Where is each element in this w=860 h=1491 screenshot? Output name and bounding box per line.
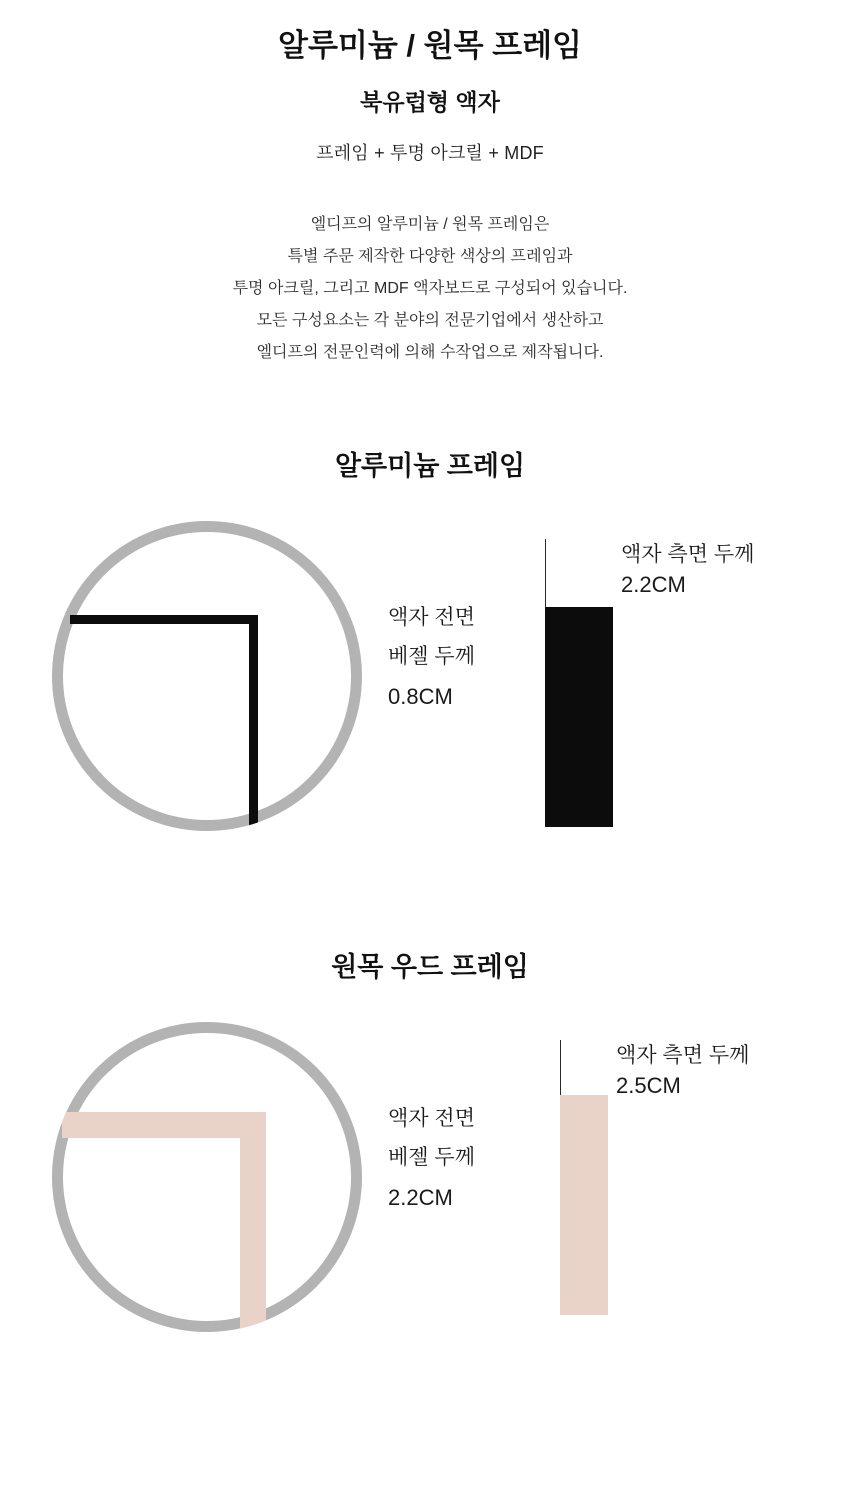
bezel-label-line-2: 베젤 두께	[388, 645, 475, 669]
side-label-text: 액자 측면 두께	[621, 543, 755, 567]
corner-clip	[52, 1022, 362, 1332]
diagram-wood	[0, 1022, 860, 1352]
frame-corner-illustration-wood	[52, 1022, 362, 1332]
bezel-thickness-value-aluminium: 0.8CM	[388, 683, 453, 709]
description-line-2: 특별 주문 제작한 다양한 색상의 프레임과	[287, 248, 573, 266]
frame-corner-horizontal-arm	[70, 615, 258, 624]
description-line-3: 투명 아크릴, 그리고 MDF 액자보드로 구성되어 있습니다.	[232, 280, 628, 298]
section-title-wood: 원목 우드 프레임	[331, 952, 529, 983]
header	[0, 0, 860, 165]
diagram-aluminium	[0, 521, 860, 851]
side-label-text: 액자 측면 두께	[616, 1044, 750, 1068]
description-line-5: 엘디프의 전문인력에 의해 수작업으로 제작됩니다.	[256, 344, 604, 362]
side-thickness-bar-wood	[560, 1095, 608, 1315]
description-line-1: 엘디프의 알루미늄 / 원목 프레임은	[310, 216, 550, 234]
side-thickness-label-wood	[616, 1042, 749, 1100]
frame-corner-horizontal-arm	[62, 1112, 266, 1138]
composition-text: 프레임 + 투명 아크릴 + MDF	[316, 143, 544, 164]
side-thickness-value-aluminium: 2.2CM	[621, 571, 686, 597]
bezel-thickness-label-aluminium	[388, 599, 475, 717]
page-subtitle: 북유럽형 액자	[360, 89, 500, 116]
description-line-4: 모든 구성요소는 각 분야의 전문기업에서 생산하고	[256, 312, 604, 330]
bezel-thickness-label-wood	[388, 1100, 475, 1218]
frame-corner-vertical-arm	[249, 615, 258, 831]
bezel-label-line-1: 액자 전면	[388, 1107, 475, 1131]
side-thickness-label-aluminium	[621, 541, 754, 599]
side-measure-tick	[545, 539, 546, 607]
frame-corner-illustration-aluminium	[52, 521, 362, 831]
bezel-thickness-value-wood: 2.2CM	[388, 1184, 453, 1210]
description-block	[0, 209, 860, 369]
corner-clip	[52, 521, 362, 831]
bezel-label-line-2: 베젤 두께	[388, 1146, 475, 1170]
side-thickness-value-wood: 2.5CM	[616, 1072, 681, 1098]
section-title-aluminium: 알루미늄 프레임	[334, 451, 526, 482]
bezel-label-line-1: 액자 전면	[388, 606, 475, 630]
side-thickness-bar-aluminium	[545, 607, 613, 827]
frame-corner-vertical-arm	[240, 1112, 266, 1332]
side-measure-tick	[560, 1040, 561, 1095]
page-title: 알루미늄 / 원목 프레임	[278, 28, 582, 63]
